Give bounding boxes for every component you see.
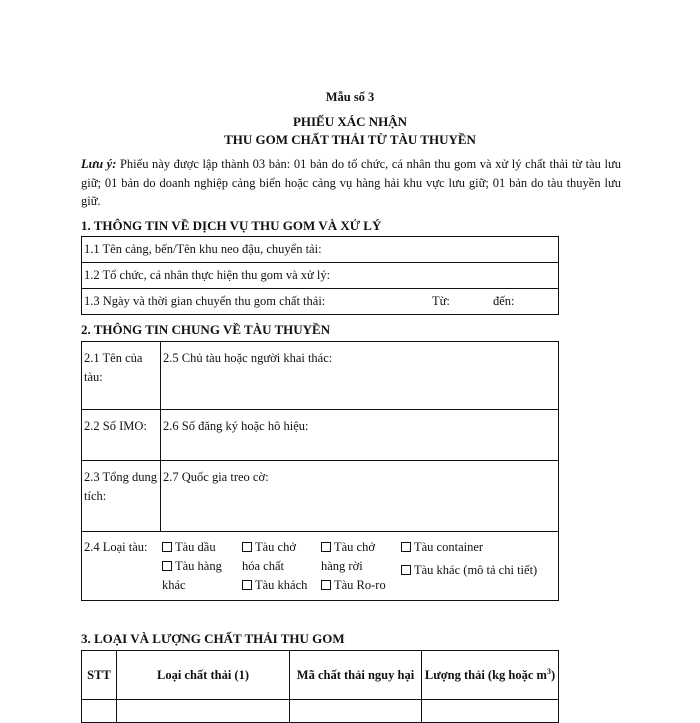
checkbox-icon[interactable] <box>401 542 411 552</box>
col-hazard-code: Mã chất thải nguy hại <box>290 651 422 700</box>
checkbox-icon[interactable] <box>321 542 331 552</box>
checkbox-icon[interactable] <box>242 580 252 590</box>
waste-table <box>81 650 559 723</box>
table-row <box>82 700 559 723</box>
checkbox-icon[interactable] <box>162 542 172 552</box>
owner-field: 2.5 Chủ tàu hoặc người khai thác: <box>161 342 559 410</box>
checkbox-icon[interactable] <box>321 580 331 590</box>
checkbox-icon[interactable] <box>162 561 172 571</box>
col-stt: STT <box>82 651 117 700</box>
ship-type-bulk[interactable]: Tàu chở hàng rời <box>321 540 375 573</box>
section1-heading: 1. THÔNG TIN VỀ DỊCH VỤ THU GOM VÀ XỬ LÝ <box>81 218 382 233</box>
ship-info-table <box>81 341 559 601</box>
ship-type-passenger[interactable]: Tàu khách <box>242 576 307 595</box>
ship-type-chemical[interactable]: Tàu chở hóa chất <box>242 540 296 573</box>
table-row <box>82 263 559 289</box>
flag-state-field: 2.7 Quốc gia treo cờ: <box>161 461 559 532</box>
ship-type-cell <box>82 532 559 601</box>
collection-time-label: 1.3 Ngày và thời gian chuyển thu gom chất thải: <box>84 294 326 308</box>
collection-time-field <box>82 289 559 315</box>
port-name-field: 1.1 Tên cảng, bến/Tên khu neo đậu, chuyển tải: <box>82 237 559 263</box>
ship-type-oil[interactable]: Tàu dầu <box>162 538 216 557</box>
table-row <box>82 461 559 532</box>
ship-type-label: 2.4 Loại tàu: <box>84 540 148 554</box>
collector-field: 1.2 Tổ chức, cá nhân thực hiện thu gom và xử lý: <box>82 263 559 289</box>
ship-type-roro[interactable]: Tàu Ro-ro <box>321 576 386 595</box>
ship-name-field: 2.1 Tên của tàu: <box>82 342 161 410</box>
registration-field: 2.6 Số đăng ký hoặc hô hiệu: <box>161 410 559 461</box>
table-row <box>82 342 559 410</box>
ship-type-other[interactable]: Tàu khác (mô tả chi tiết) <box>401 561 537 580</box>
col-amount: Lượng thải (kg hoặc $m^3$) <box>422 651 559 700</box>
note-text: Phiếu này được lập thành 03 bản: 01 bản do tổ chức, cá nhân thu gom và xử lý chất thải từ tàu lưu giữ; 01 bản do doanh nghiệp cảng biển hoặc cảng vụ hàng hải khu vực lưu giữ; 01 bản do tàu thuyền lưu giữ. <box>81 157 622 208</box>
table-row <box>82 237 559 263</box>
ship-type-container[interactable]: Tàu container <box>401 538 483 557</box>
section2-heading: 2. THÔNG TIN CHUNG VỀ TÀU THUYỀN <box>81 322 331 337</box>
from-label: Từ: <box>432 294 450 308</box>
form-number: Mẫu số 3 <box>325 90 375 104</box>
note-paragraph <box>81 155 621 211</box>
service-info-table <box>81 236 559 315</box>
note-label: Lưu ý: <box>81 157 117 171</box>
ship-type-general[interactable]: Tàu hàng khác <box>162 559 222 592</box>
section3-heading: 3. LOẠI VÀ LƯỢNG CHẤT THẢI THU GOM <box>81 631 345 646</box>
table-header-row <box>82 651 559 700</box>
checkbox-icon[interactable] <box>401 565 411 575</box>
form-title-line1: PHIẾU XÁC NHẬN <box>292 114 408 129</box>
imo-field: 2.2 Số IMO: <box>82 410 161 461</box>
table-row <box>82 289 559 315</box>
col-waste-type: Loại chất thải (1) <box>117 651 290 700</box>
table-row <box>82 410 559 461</box>
tonnage-field: 2.3 Tổng dung tích: <box>82 461 161 532</box>
to-label: đến: <box>493 294 515 308</box>
table-row <box>82 532 559 601</box>
checkbox-icon[interactable] <box>242 542 252 552</box>
form-title-line2: THU GOM CHẤT THẢI TỪ TÀU THUYỀN <box>224 132 476 147</box>
